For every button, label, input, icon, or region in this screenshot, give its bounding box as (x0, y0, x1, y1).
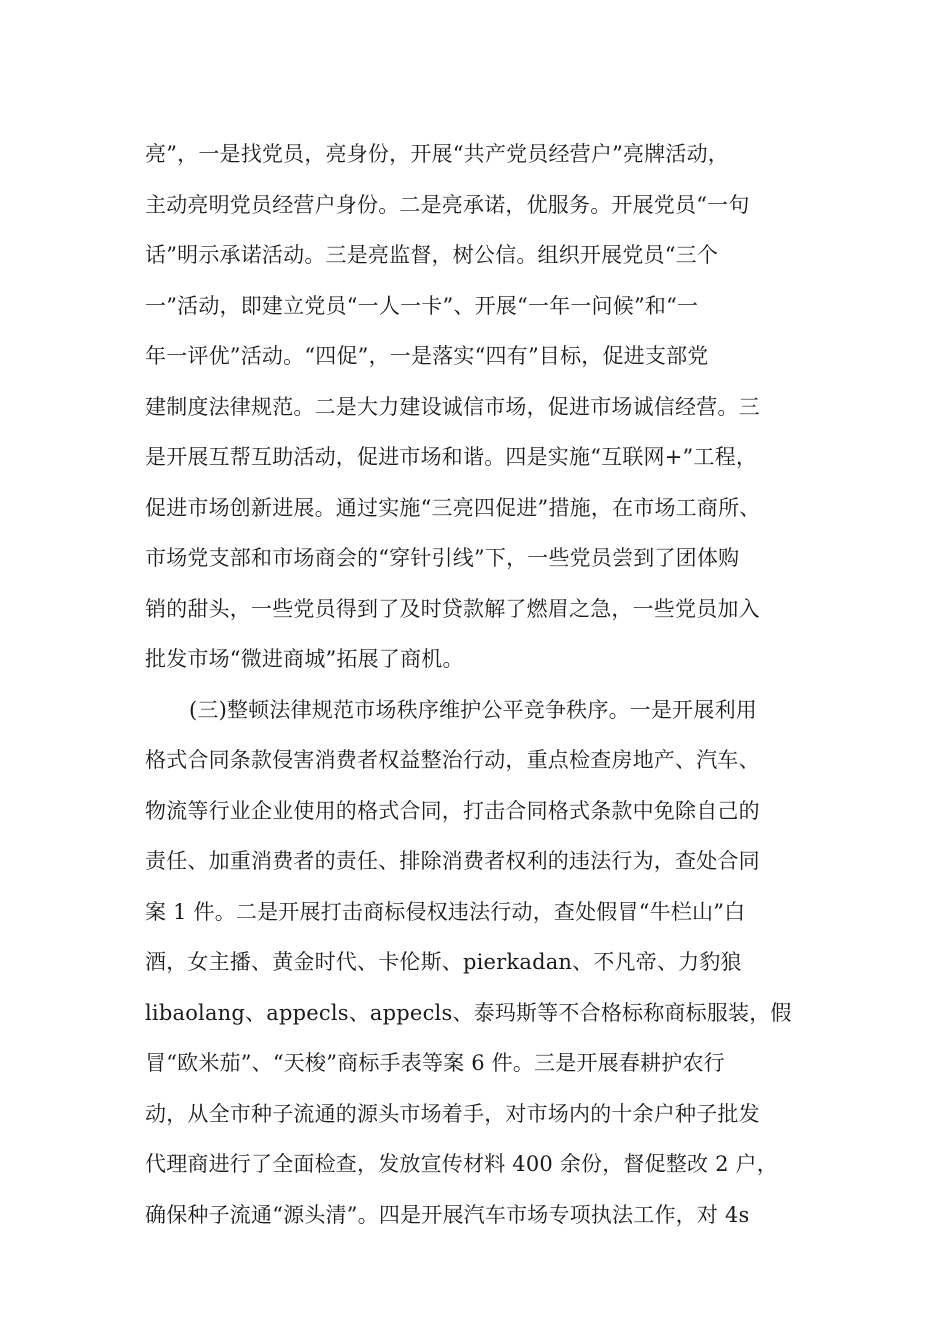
text-line: 酒，女主播、黄金时代、卡伦斯、pierkadan、不凡帝、力豹狼 (145, 950, 742, 974)
text-line: 代理商进行了全面检查，发放宣传材料 400 余份，督促整改 2 户， (145, 1152, 778, 1176)
text-line: 动，从全市种子流通的源头市场着手，对市场内的十余户种子批发 (145, 1101, 760, 1126)
text-line: 案 1 件。二是开展打击商标侵权违法行动，查处假冒“牛栏山”白 (145, 899, 746, 924)
text-line: 冒“欧米茄”、“天梭”商标手表等案 6 件。三是开展春耕护农行 (145, 1051, 725, 1075)
text-line: 是开展互帮互助活动，促进市场和谐。四是实施“互联网+”工程， (145, 445, 758, 469)
section-heading-line: (三)整顿法律规范市场秩序维护公平竞争秩序。一是开展利用 (189, 697, 757, 722)
text-line: 年一评优”活动。“四促”，一是落实“四有”目标，促进支部党 (145, 344, 709, 368)
text-line: 市场党支部和市场商会的“穿针引线”下，一些党员尝到了团体购 (145, 546, 740, 570)
text-line: 物流等行业企业使用的格式合同，打击合同格式条款中免除自己的 (145, 798, 760, 823)
text-line: 主动亮明党员经营户身份。二是亮承诺，优服务。开展党员“一句 (145, 192, 750, 217)
body-text (145, 129, 835, 1240)
text-line: 话”明示承诺活动。三是亮监督，树公信。组织开展党员“三个 (145, 243, 719, 267)
text-line: 销的甜头，一些党员得到了及时贷款解了燃眉之急，一些党员加入 (145, 596, 760, 621)
text-line: 一”活动，即建立党员“一人一卡”、开展“一年一问候”和“一 (145, 293, 699, 318)
text-line: 建制度法律规范。二是大力建设诚信市场，促进市场诚信经营。三 (145, 394, 760, 419)
text-line: 格式合同条款侵害消费者权益整治行动，重点检查房地产、汽车、 (145, 748, 760, 772)
text-line: 亮”，一是找党员，亮身份，开展“共产党员经营户”亮牌活动， (145, 142, 730, 166)
text-line: 责任、加重消费者的责任、排除消费者权利的违法行为，查处合同 (145, 849, 760, 873)
text-line: libaolang、appecls、appecls、泰玛斯等不合格标称商标服装，假 (145, 1000, 792, 1025)
text-line: 批发市场“微进商城”拓展了商机。 (145, 647, 464, 671)
text-line: 确保种子流通“源头清”。四是开展汽车市场专项执法工作，对 4s (145, 1202, 750, 1227)
text-line: 促进市场创新进展。通过实施“三亮四促进”措施，在市场工商所、 (145, 495, 761, 520)
